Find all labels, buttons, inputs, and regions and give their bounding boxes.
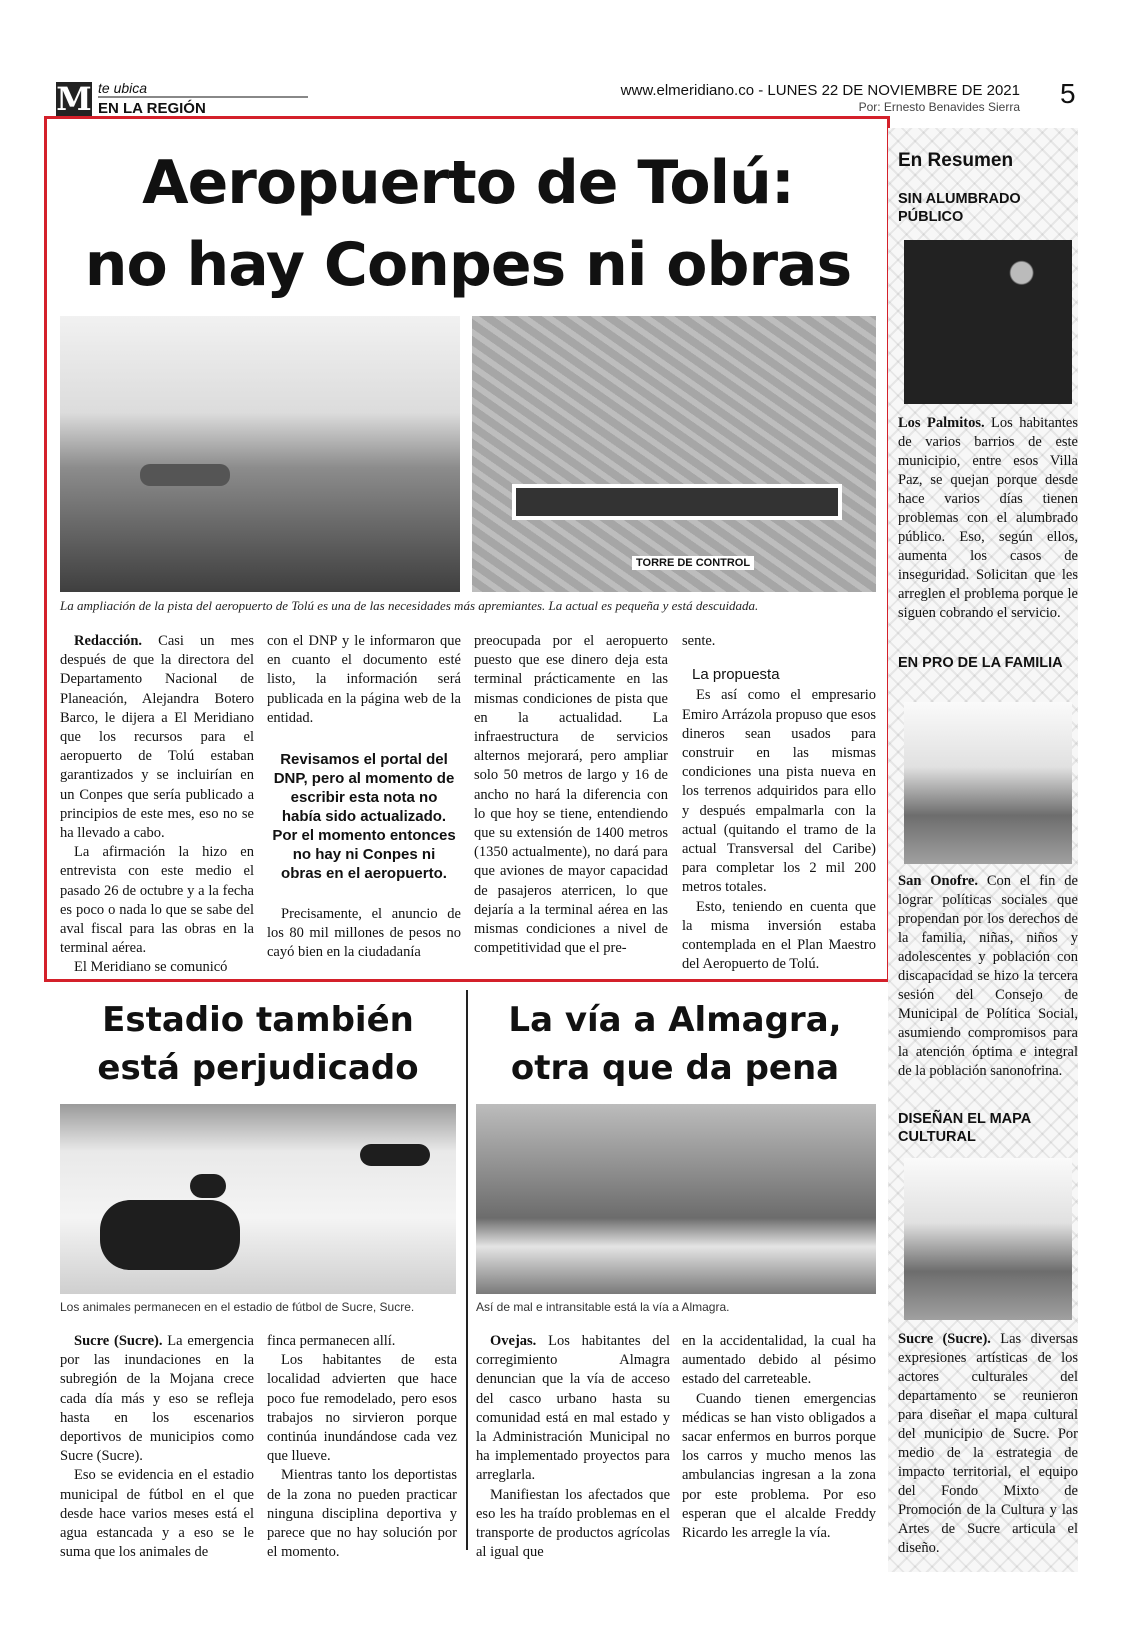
sidebar-item1-body: Los habitantes de varios barrios de este municipio, entre esos Villa Paz, se quejan porque desde hace varios días tienen problemas con el alumbrado público. Eso, según ellos, aumenta los casos de inseguridad. Solicitan que les arreglen el problema porque le siguen cobrando el servicio. (898, 415, 1078, 621)
road-caption: Así de mal e intransitable está la vía a Almagra. (476, 1300, 730, 1314)
stadium-column-2 (267, 1332, 457, 1562)
lead-paragraph: sente. (682, 633, 716, 649)
section-kicker: te ubica (98, 80, 148, 96)
dateline: www.elmeridiano.co - LUNES 22 DE NOVIEMBRE DE 2021 (620, 82, 1020, 99)
stadium-paragraph: Mientras tanto los deportistas de la zona no pueden practicar ninguna disciplina deportiva y parece que no hay solución por el momento. (267, 1467, 457, 1561)
road-column-2 (682, 1332, 876, 1543)
sidebar-item3-dateline: Sucre (Sucre). (898, 1331, 991, 1347)
lead-subhead: La propuesta (692, 666, 780, 684)
buffalo-shape (360, 1144, 430, 1166)
lead-column-1 (60, 632, 254, 978)
family-council-photo (904, 702, 1072, 864)
lead-headline (58, 142, 878, 306)
column-divider (466, 990, 468, 1550)
lead-photo-caption: La ampliación de la pista del aeropuerto de Tolú es una de las necesidades más apremiantes. La actual es pequeña y está descuidada. (60, 598, 759, 613)
stadium-headline (60, 996, 456, 1092)
sidebar-item2-heading: EN PRO DE LA FAMILIA (898, 655, 1063, 671)
sidebar-item3-body: Las diversas expresiones artísticas de los actores culturales del departamento se reunieron para diseñar el mapa cultural del municipio de Sucre. Por medio de la estrategia de impacto territorial, el equipo del Fondo Mixto de Promoción de la Cultura y las Artes de Sucre articula el diseño. (898, 1331, 1078, 1556)
plane-shape (140, 464, 230, 486)
stadium-dateline: Sucre (Sucre). (74, 1333, 163, 1349)
lead-paragraph: Casi un mes después de que la directora del Departamento Nacional de Planeación, Alejandra Botero Barco, le dijera a El Meridiano que los recursos para el aeropuerto de Tolú estaban garantizados y se incluirían en un Conpes que sería publicado a principios de este mes, eso no se ha llevado a cabo. (60, 633, 254, 842)
sidebar-item3-text (898, 1330, 1078, 1558)
lead-paragraph: Precisamente, el anuncio de los 80 mil millones de pesos no cayó bien en la ciudadanía (267, 906, 461, 961)
lead-column-2 (267, 632, 461, 963)
buffalo-shape (190, 1174, 226, 1198)
buffalo-shape (100, 1200, 240, 1270)
control-tower-label: TORRE DE CONTROL (632, 556, 754, 570)
page-number: 5 (1060, 78, 1076, 109)
road-headline-line2: otra que da pena (510, 1048, 840, 1088)
sidebar-item1-heading: SIN ALUMBRADO PÚBLICO (898, 191, 1021, 225)
stadium-headline-line1: Estadio también (102, 1000, 414, 1040)
stadium-paragraph: Eso se evidencia en el estadio municipal de fútbol en el que desde hace varios meses está el agua estancada y a eso se le suma que los animales de (60, 1467, 254, 1561)
lead-dateline: Redacción. (74, 633, 143, 649)
road-paragraph: en la accidentalidad, la cual ha aumentado debido al pésimo estado del carreteable. (682, 1333, 876, 1388)
newspaper-logo: M (56, 80, 92, 118)
airport-aerial-photo (472, 316, 876, 592)
stadium-caption: Los animales permanecen en el estadio de fútbol de Sucre, Sucre. (60, 1300, 415, 1314)
lead-paragraph: El Meridiano se comunicó (74, 959, 228, 976)
airstrip-photo (60, 316, 460, 592)
cultural-map-photo (904, 1158, 1072, 1320)
byline: Por: Ernesto Benavides Sierra (858, 100, 1020, 114)
lead-paragraph: La afirmación la hizo en entrevista con este medio el pasado 26 de octubre y a la fecha es poco o nada lo que se sabe del aval fiscal para las obras en la terminal aérea. (60, 844, 254, 957)
lead-paragraph: preocupada por el aeropuerto puesto que ese dinero deja esta terminal prácticamente en las mismas condiciones de pista que en la actualidad. La infraestructura de servicios alternos mejorará, pero ampliar solo 50 metros de largo y 16 de ancho no hará la diferencia con lo que hoy se tiene, entendiendo que su extensión de 1400 metros (1350 actualmente), no dará para que aviones de mayor capacidad de pasajeros aterricen, lo que dejaría a la terminal aérea en las mismas condiciones a nivel de competitividad que el pre- (474, 633, 668, 957)
stadium-headline-line2: está perjudicado (97, 1048, 419, 1088)
road-headline-line1: La vía a Almagra, (508, 1000, 842, 1040)
road-dateline: Ovejas. (490, 1333, 537, 1349)
lead-column-4 (682, 632, 876, 974)
sidebar-item3-heading: DISEÑAN EL MAPA CULTURAL (898, 1111, 1031, 1145)
road-paragraph: Manifiestan los afectados que eso les ha traído problemas en el transporte de productos agrícolas al igual que (476, 1486, 670, 1561)
lead-paragraph: Es así como el empresario Emiro Arrázola propuso que esos dineros sean usados para construir en las mismas condiciones una pista nueva en los terrenos adquiridos para ello y después empalmarla con la actual (quitando el tramo de la actual Transversal del Caribe) para completar los 2 mil 200 metros totales. (682, 687, 876, 896)
kicker-rule (98, 96, 308, 98)
dark-street-photo (904, 240, 1072, 404)
stadium-paragraph: finca permanecen allí. (267, 1333, 396, 1349)
lead-headline-line2: no hay Conpes ni obras (84, 230, 852, 300)
lead-paragraph: con el DNP y le informaron que en cuanto el documento esté listo, la información será publicada en la página web de la entidad. (267, 633, 461, 726)
sidebar-title: En Resumen (898, 150, 1014, 171)
road-headline (474, 996, 876, 1092)
sidebar-item2-text (898, 872, 1078, 1081)
lead-column-3 (474, 632, 668, 958)
lead-paragraph: Esto, teniendo en cuenta que la misma inversión estaba contemplada en el Plan Maestro del Aeropuerto de Tolú. (682, 898, 876, 973)
stadium-paragraph: La emergencia por las inundaciones en la subregión de la Mojana crece cada día más y eso se refleja hasta en los escenarios deportivos de municipios como Sucre (Sucre). (60, 1333, 254, 1465)
flooded-stadium-photo (60, 1104, 456, 1294)
sidebar-item1-text (898, 414, 1078, 623)
road-paragraph: Los habitantes del corregimiento Almagra denuncian que la vía de acceso del casco urbano hasta su comunidad está en mal estado y la Administración Municipal no ha implementado proyectos para arreglarla. (476, 1333, 670, 1484)
runway-shape (512, 484, 842, 520)
stadium-column-1 (60, 1332, 254, 1562)
sidebar-item1-dateline: Los Palmitos. (898, 415, 985, 431)
section-title: EN LA REGIÓN (98, 100, 206, 117)
lead-headline-line1: Aeropuerto de Tolú: (142, 148, 794, 218)
stadium-paragraph: Los habitantes de esta localidad advierten que hace poco fue remodelado, pero esos trabajos no sirvieron porque continúa inundándose cada vez que llueve. (267, 1352, 457, 1465)
sidebar-item2-body: Con el fin de lograr políticas sociales que propendan por los derechos de la familia, niñas, niños y adolescentes y población con discapacidad se hizo la tercera sesión del Consejo de Municipal de Política Social, asumiendo compromisos para la atención óptima e integral de la población sanonofrina. (898, 873, 1078, 1079)
pull-quote: Revisamos el portal del DNP, pero al momento de escribir esta nota no había sido actualizado. Por el momento entonces no hay ni Conpes ni obras en el aeropuerto. (272, 751, 456, 883)
road-paragraph: Cuando tienen emergencias médicas se han visto obligados a sacar enfermos en burros porque los carros y mucho menos las ambulancias ingresan a la zona por este problema. Por eso esperan que el alcalde Freddy Ricardo les arregle la vía. (682, 1390, 876, 1542)
damaged-road-photo (476, 1104, 876, 1294)
sidebar-item2-dateline: San Onofre. (898, 873, 978, 889)
road-column-1 (476, 1332, 670, 1562)
